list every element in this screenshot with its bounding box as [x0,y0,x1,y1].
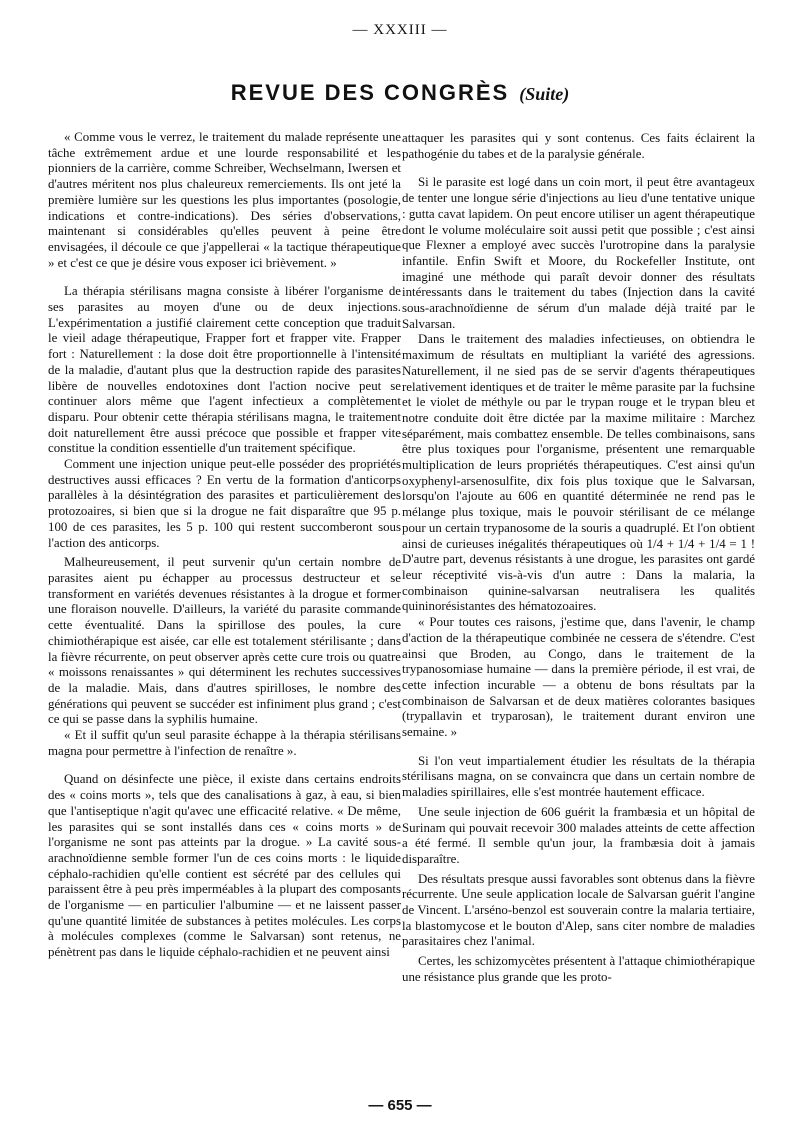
paragraph: Des résultats presque aussi favorables sont obtenus dans la fièvre récurrente. Une seule application locale de Salvarsan guérit l'angine de Vincent. L'arséno-benzol est souverain contre la malaria tertiaire, la blastomycose et le bouton d'Alep, sans citer nombre de maladies parasitaires chez l'animal. [402,871,755,949]
paragraph: Si le parasite est logé dans un coin mort, il peut être avantageux de tenter une longue série d'injections au lieu d'une tentative unique : gutta cavat lapidem. On peut encore utiliser un agent thérapeutique dont le volume moléculaire soit aussi petit que possible ; c'est ainsi que Flexner a employé avec succès l'urotropine dans la paralysie infantile. Enfin Swift et Moore, du Rockefeller Institute, ont imaginé une méthode qui paraît devoir donner des résultats intéressants dans le traitement du tabes (Injection dans la cavité sous-arachnoïdienne de sérum d'un malade déjà traité par le Salvarsan. [402,175,755,331]
paragraph: Une seule injection de 606 guérit la frambæsia et un hôpital de Surinam qui pouvait recevoir 300 malades atteints de cette affection a été fermé. Il semble qu'un jour, la frambæsia doit à jamais disparaître. [402,804,755,866]
paragraph: « Pour toutes ces raisons, j'estime que, dans l'avenir, le champ d'action de la thérapeutique combinée ne cessera de s'étendre. C'est ainsi que Broden, au Congo, dans le traitement de la trypanosomiase humaine — dans la première période, il est vrai, de cette infection incurable — a obtenu de bons résultats par la combinaison de Salvarsan et de deux matières colorantes basiques (trypallavin et tryparosan), le traitement durant environ une semaine. » [402,615,755,740]
paragraph: Si l'on veut impartialement étudier les résultats de la thérapia stérilisans magna, on se convaincra que dans un certain nombre de maladies spirillaires, elle s'est montrée hautement efficace. [402,753,755,800]
title-main: REVUE DES CONGRÈS [230,80,510,105]
paragraph: La thérapia stérilisans magna consiste à libérer l'organisme de ses parasites au moyen d'une ou de deux injections. L'expérimentation a justifié clairement cette conception que traduit le vieil adage thérapeutique, Frapper fort et frapper vite. Frapper fort : Naturellement : la dose doit être proportionnelle à l'intensité de la maladie, d'autant plus que la destruction rapide des parasites libère de nouvelles endotoxines dont l'action nocive peut se continuer alors même que l'agent infectieux a complètement disparu. Pour obtenir cette thérapia stérilisans magna, le traitement doit naturellement être aussi précoce que possible et frapper vite constitue la condition essentielle d'un traitement spécifique. [48,284,401,456]
paragraph: Comment une injection unique peut-elle posséder des propriétés destructives aussi efficaces ? En vertu de la formation d'anticorps parallèles à la désintégration des parasites et particulièrement des protozoaires, si bien que si la drogue ne fait disparaître que 95 p. 100 de ces parasites, les 5 p. 100 qui restent succomberont sous l'action des anticorps. [48,457,401,550]
page-roman-number: — XXXIII — [352,22,448,38]
paragraph: Dans le traitement des maladies infectieuses, on obtiendra le maximum de résultats en multipliant la variété des agressions. Naturellement, il ne sied pas de se servir d'agents thérapeutiques relativement identiques et de traiter le même parasite par la fuchsine et le violet de méthyle ou par le trypan rouge et le trypan bleu et notre conduite doit être dictée par la maxime militaire : Marchez séparément, mais combattez ensemble. De telles combinaisons, sans être plus toxiques pour l'organisme, présentent une remarquable multiplication de leurs propriétés thérapeutiques. C'est ainsi qu'un oxyphenyl-arsenosulfite, dix fois plus toxique que le Salvarsan, lorsqu'on l'ajoute au 606 en quantité déterminée ne rend pas le mélange plus toxique, mais le pouvoir stérilisant de ce mélange pour un certain trypanosome de la souris a quadruplé. Et l'on obtient ainsi de curieuses inégalités thérapeutiques où 1/4 + 1/4 + 1/4 = 1 ! D'autre part, devenus résistants à une drogue, les parasites ont gardé leur réceptivité vis-à-vis d'un autre : Dans la malaria, la combinaison quinine-salvarsan neutralisera les qualités quininorésistantes des hématozoaires. [402,332,755,614]
page-number: — 655 — [368,1097,432,1114]
paragraph: Malheureusement, il peut survenir qu'un certain nombre de parasites aient pu échapper au processus destructeur et se transforment en variétés devenues résistantes à la drogue et former une floraison nouvelle. D'ailleurs, la variété du parasite commande cette éventualité. Dans la spirillose des poules, la cure chimiothérapique est aisée, car elle est totalement stérilisante ; dans la fièvre récurrente, on peut observer après cette cure trois ou quatre « moissons renaissantes » qui déterminent les rechutes successives de la maladie. Mais, dans d'autres spirilloses, le nombre des générations qui peuvent se succéder est infiniment plus grand ; c'est ce qui se passe dans la syphilis humaine. [48,555,401,727]
paragraph: Certes, les schizomycètes présentent à l'attaque chimiothérapique une résistance plus grande que les proto- [402,954,755,984]
paragraph: « Comme vous le verrez, le traitement du malade représente une tâche extrêmement ardue et une lourde responsabilité et les pionniers de la carrière, comme Schreiber, Wechselmann, Iwersen et d'autres méritent nos plus chaleureux remerciements. Ils ont jeté la première lumière sur les questions les plus importantes (posologie, indications et contre-indications). Des séries d'observations, maintenant si considérables qu'elles peuvent à peine être envisagées, il découle ce que j'appellerai « la tactique thérapeutique » et c'est ce que je désire vous exposer ici brièvement. » [48,130,401,270]
paragraph: Quand on désinfecte une pièce, il existe dans certains endroits des « coins morts », tels que des canalisations à gaz, à eau, si bien que l'antiseptique n'agit qu'avec une efficacité relative. « De même, les parasites qui se sont installés dans ces « coins morts » de l'organisme ne sont pas atteints par la drogue. » La cavité sous-arachnoïdienne semble former l'un de ces coins morts : le liquide céphalo-rachidien qu'elle contient est sécrété par des cellules qui paraissent être à peu près imperméables à la plupart des composants de l'organisme — en particulier l'albumine — et ne laissent passer qu'une quantité limitée de substances à petites molécules. Les corps à molécules complexes (comme le Salvarsan) sont retenus, ne pénètrent pas dans le liquide céphalo-rachidien et ne peuvent ainsi [48,772,401,960]
paragraph: « Et il suffit qu'un seul parasite échappe à la thérapia stérilisans magna pour permettre à l'infection de renaître ». [48,728,401,758]
right-column [402,131,755,986]
paragraph: attaquer les parasites qui y sont contenus. Ces faits éclairent la pathogénie du tabes et de la paralysie générale. [402,131,755,161]
section-title [0,80,800,106]
left-column [48,130,401,961]
title-suite: (Suite) [519,84,570,104]
